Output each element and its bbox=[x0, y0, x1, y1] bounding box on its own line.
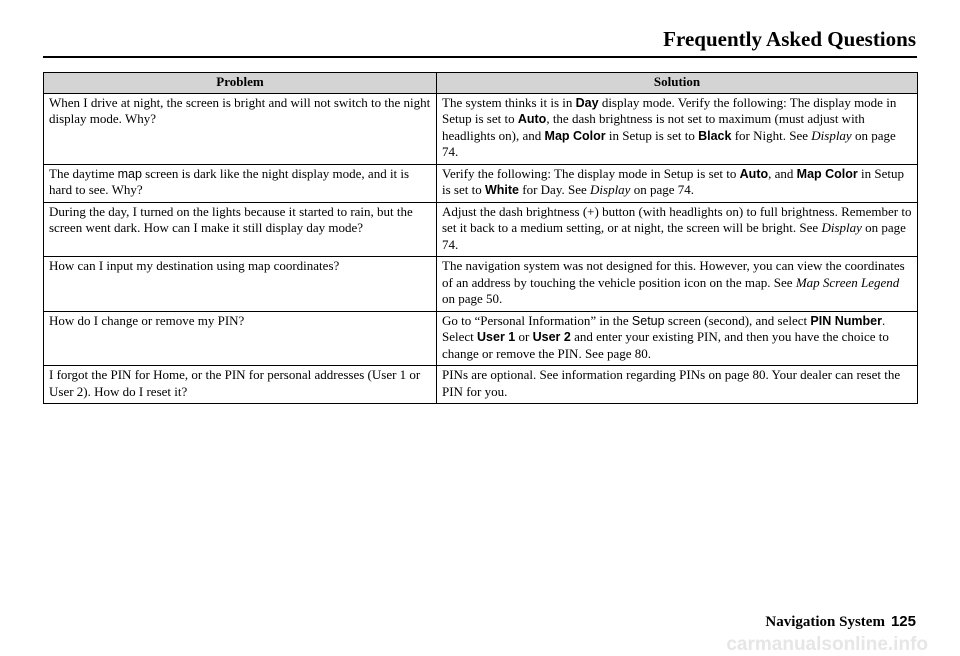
ui-term-auto: Auto bbox=[739, 166, 769, 181]
solution-cell: Go to “Personal Information” in the Setup screen (second), and select PIN Number. Select User 1 or User 2 and enter your existing PIN, and then you have the choice to change or remove the PIN. See page 80. bbox=[437, 311, 918, 366]
footer-section-name: Navigation System bbox=[765, 614, 885, 630]
header-solution: Solution bbox=[437, 73, 918, 94]
watermark: carmanualsonline.info bbox=[726, 634, 928, 655]
ui-term-pin-number: PIN Number bbox=[810, 313, 882, 328]
faq-table bbox=[43, 72, 918, 404]
title-rule bbox=[43, 56, 917, 58]
page-footer bbox=[765, 613, 916, 631]
solution-cell: The system thinks it is in Day display mode. Verify the following: The display mode in Setup is set to Auto, the dash brightness is not set to maximum (must adjust with headlights on), and Map Color in Setup is set to Black for Night. See Display on page 74. bbox=[437, 93, 918, 164]
solution-cell: Verify the following: The display mode in Setup is set to Auto, and Map Color in Setup is set to White for Day. See Display on page 74. bbox=[437, 164, 918, 202]
solution-cell: PINs are optional. See information regarding PINs on page 80. Your dealer can reset the PIN for you. bbox=[437, 366, 918, 404]
page-title: Frequently Asked Questions bbox=[663, 27, 916, 51]
ui-term-setup: Setup bbox=[631, 313, 665, 328]
ui-term-map-color: Map Color bbox=[544, 128, 606, 143]
page-number: 125 bbox=[890, 613, 916, 630]
table-row bbox=[44, 93, 918, 164]
table-row bbox=[44, 311, 918, 366]
ui-term-black: Black bbox=[698, 128, 732, 143]
ui-term-user-2: User 2 bbox=[532, 330, 571, 344]
problem-cell: I forgot the PIN for Home, or the PIN for personal addresses (User 1 or User 2). How do I reset it? bbox=[44, 366, 437, 404]
ui-term-auto: Auto bbox=[517, 112, 547, 126]
table-header-row bbox=[44, 73, 918, 94]
solution-cell: The navigation system was not designed for this. However, you can view the coordinates of an address by touching the vehicle position icon on the map. See Map Screen Legend on page 50. bbox=[437, 257, 918, 312]
table-row bbox=[44, 257, 918, 312]
solution-cell: Adjust the dash brightness (+) button (with headlights on) to full brightness. Remember to set it back to a medium setting, or at night, the screen will be bright. See Display on page 74. bbox=[437, 202, 918, 257]
page-reference: Display bbox=[590, 182, 631, 197]
page-reference: Map Screen Legend bbox=[795, 274, 900, 290]
problem-cell: When I drive at night, the screen is bright and will not switch to the night display mode. Why? bbox=[44, 93, 437, 164]
table-row bbox=[44, 164, 918, 202]
header-problem: Problem bbox=[44, 73, 437, 94]
problem-cell: During the day, I turned on the lights because it started to rain, but the screen went dark. How can I make it still display day mode? bbox=[44, 202, 437, 257]
page-reference: Display bbox=[821, 220, 862, 235]
ui-term-user-1: User 1 bbox=[477, 330, 516, 344]
problem-cell: How do I change or remove my PIN? bbox=[44, 311, 437, 366]
ui-term-map-color: Map Color bbox=[796, 166, 858, 181]
problem-cell: The daytime map screen is dark like the night display mode, and it is hard to see. Why? bbox=[44, 164, 437, 202]
table-row bbox=[44, 366, 918, 404]
page-reference: Display bbox=[811, 127, 852, 143]
ui-term-white: White bbox=[484, 183, 520, 197]
problem-cell: How can I input my destination using map coordinates? bbox=[44, 257, 437, 312]
table-row bbox=[44, 202, 918, 257]
ui-term-day: Day bbox=[575, 95, 599, 110]
ui-term-map: map bbox=[117, 166, 142, 181]
